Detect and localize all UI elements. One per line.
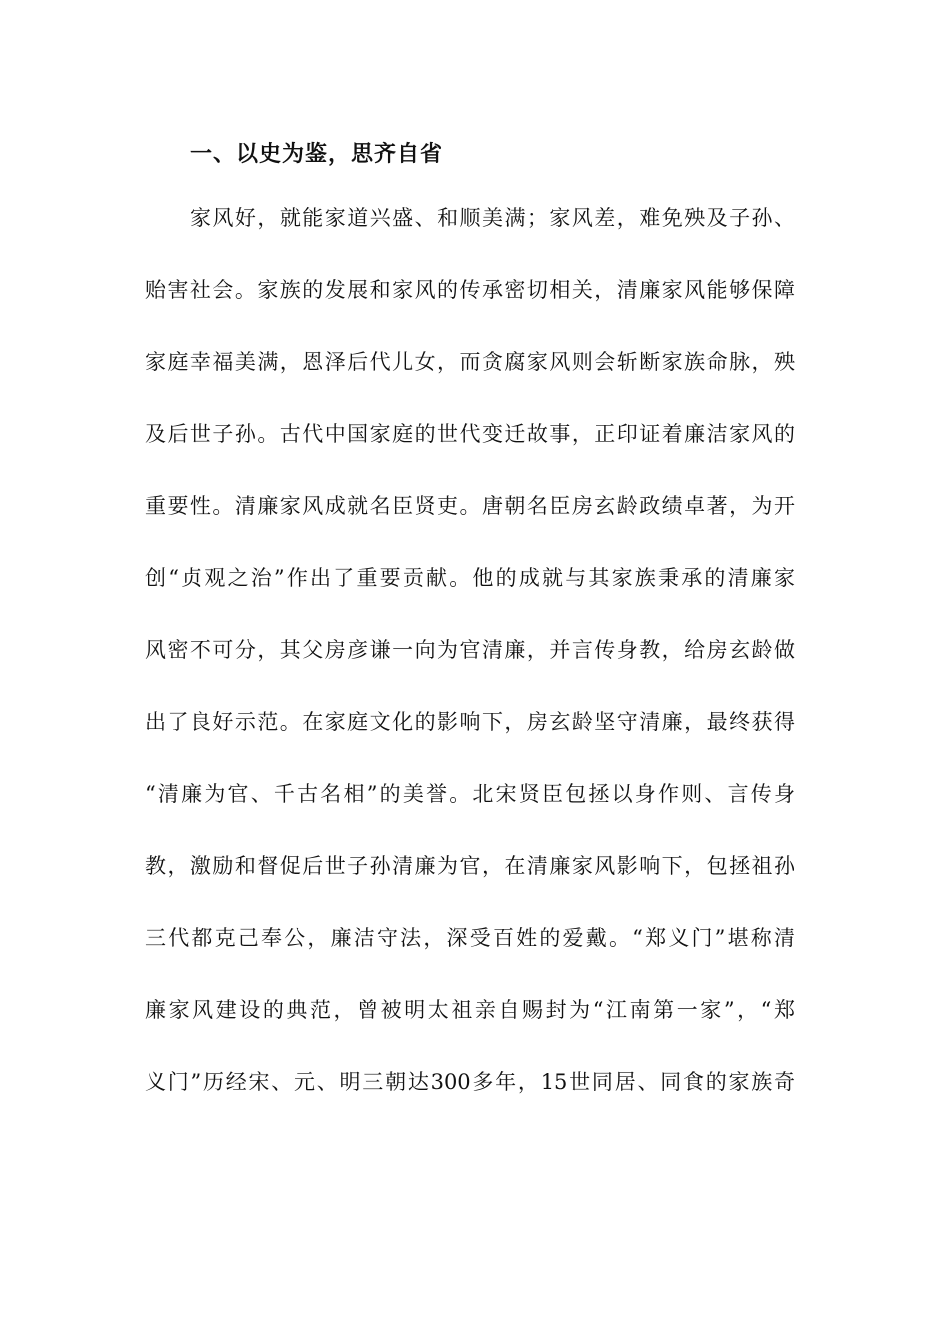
paragraph-line: 重要性。清廉家风成就名臣贤吏。唐朝名臣房玄龄政绩卓著，为开 (145, 494, 795, 518)
paragraph-line: 家庭幸福美满，恩泽后代儿女，而贪腐家风则会斩断家族命脉，殃 (145, 350, 795, 374)
paragraph-line: 风密不可分，其父房彦谦一向为官清廉，并言传身教，给房玄龄做 (145, 638, 795, 662)
paragraph-line: 出了良好示范。在家庭文化的影响下，房玄龄坚守清廉，最终获得 (145, 710, 795, 734)
paragraph (145, 198, 795, 1134)
paragraph-line: 教，激励和督促后世子孙清廉为官，在清廉家风影响下，包拯祖孙 (145, 854, 795, 878)
paragraph-line: 家风好，就能家道兴盛、和顺美满；家风差，难免殃及子孙、 (190, 206, 795, 230)
paragraph-line: 创“贞观之治”作出了重要贡献。他的成就与其家族秉承的清廉家 (145, 566, 795, 590)
paragraph-line: 贻害社会。家族的发展和家风的传承密切相关，清廉家风能够保障 (145, 278, 795, 302)
paragraph-line: 廉家风建设的典范，曾被明太祖亲自赐封为“江南第一家”，“郑 (145, 998, 795, 1022)
section-heading: 一、以史为鉴，思齐自省 (190, 141, 444, 167)
paragraph-line: “清廉为官、千古名相”的美誉。北宋贤臣包拯以身作则、言传身 (145, 782, 795, 806)
paragraph-line: 三代都克己奉公，廉洁守法，深受百姓的爱戴。“郑义门”堪称清 (145, 926, 795, 950)
paragraph-line: 义门”历经宋、元、明三朝达300多年，15世同居、同食的家族奇 (145, 1070, 795, 1094)
paragraph-line: 及后世子孙。古代中国家庭的世代变迁故事，正印证着廉洁家风的 (145, 422, 795, 446)
